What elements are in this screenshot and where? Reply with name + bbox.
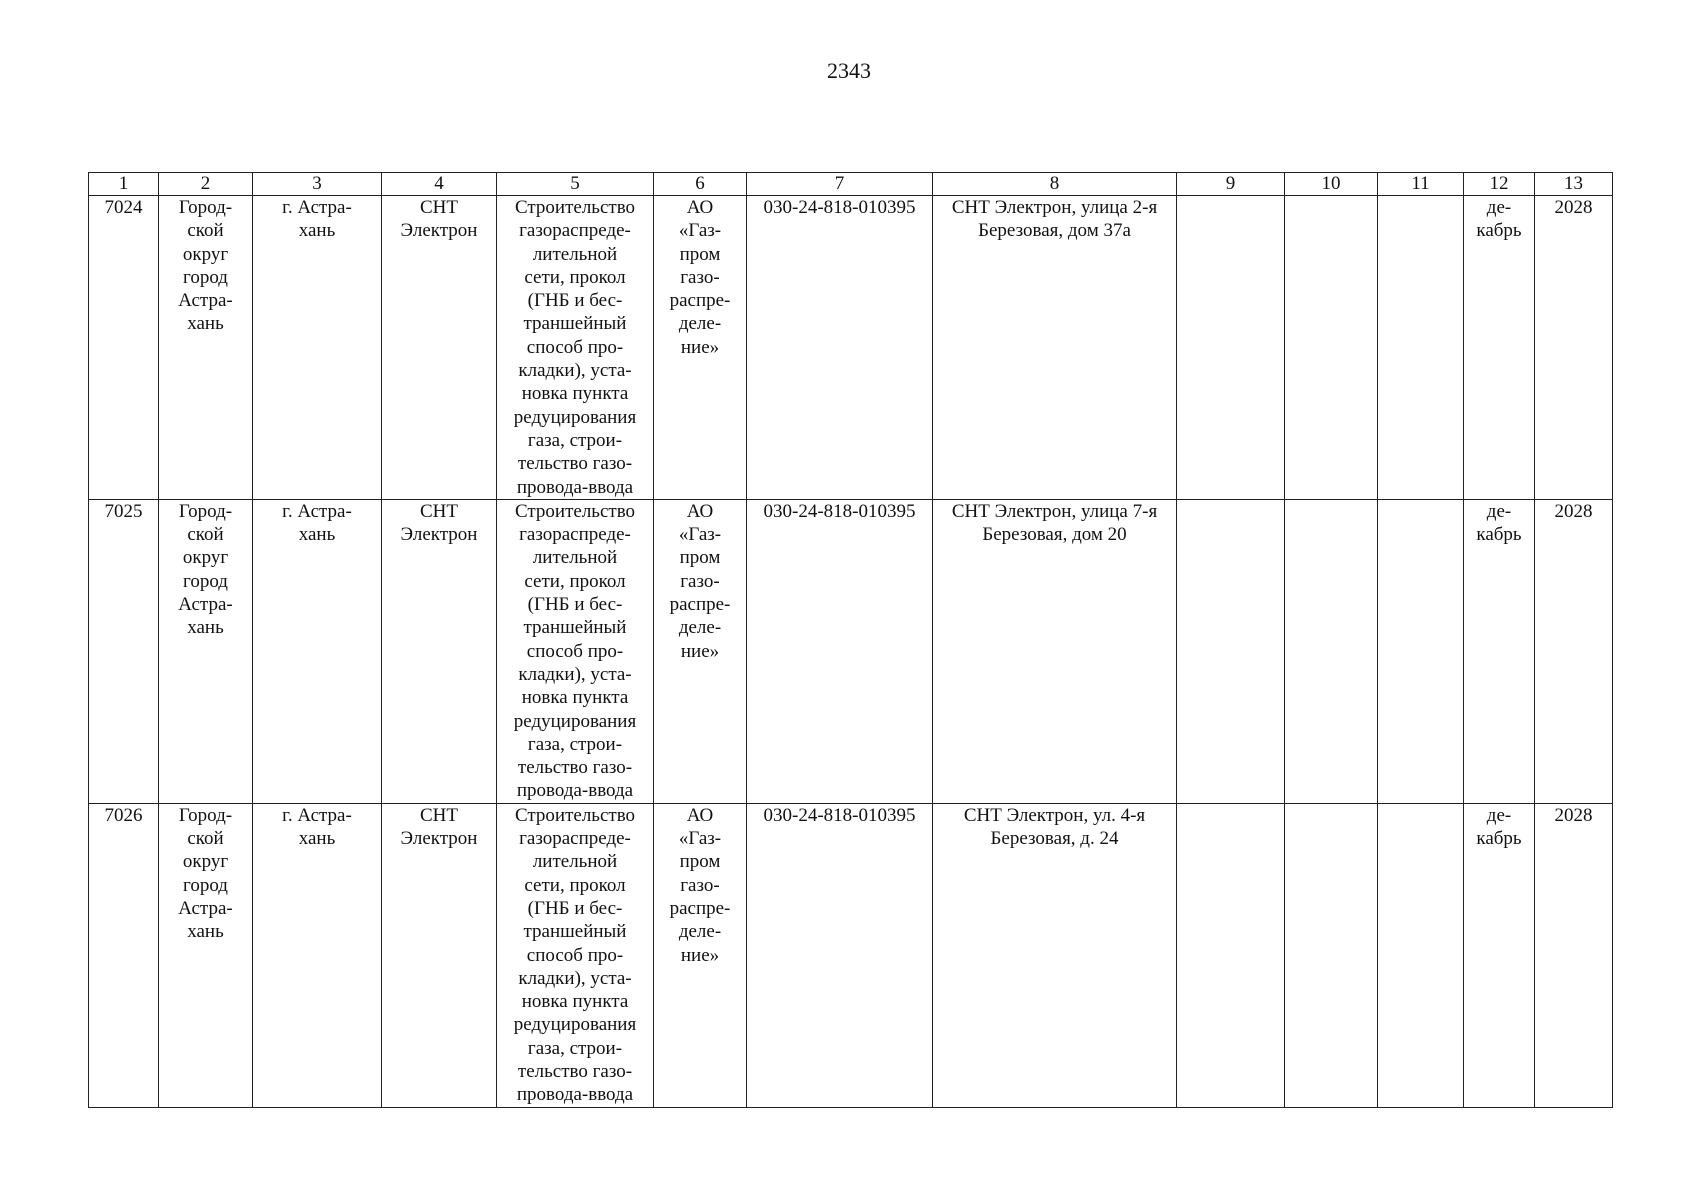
record-number-cell: 7025 (89, 499, 159, 803)
table-row (89, 499, 1613, 803)
column-header: 7 (747, 173, 933, 196)
organization-cell: АО «Газ- пром газо- распре- деле- ние» (654, 196, 747, 500)
empty-cell (1177, 196, 1285, 500)
column-header: 10 (1285, 173, 1378, 196)
month-cell: де- кабрь (1464, 499, 1535, 803)
work-description-cell: Строительство газораспреде- лительной сети, прокол (ГНБ и бес- траншейный способ про- кладки), уста- новка пункта редуцирования газа, строи- тельство газо- провода-ввода (497, 803, 654, 1107)
table-row (89, 196, 1613, 500)
municipality-cell: Город- ской округ город Астра- хань (159, 499, 253, 803)
settlement-cell: г. Астра- хань (253, 803, 382, 1107)
table-row (89, 803, 1613, 1107)
column-header: 13 (1535, 173, 1613, 196)
table-body (89, 196, 1613, 1108)
column-header: 1 (89, 173, 159, 196)
empty-cell (1378, 803, 1464, 1107)
address-cell: СНТ Электрон, улица 2-я Березовая, дом 37а (933, 196, 1177, 500)
column-header: 6 (654, 173, 747, 196)
month-cell: де- кабрь (1464, 803, 1535, 1107)
data-table (88, 172, 1613, 1108)
municipality-cell: Город- ской округ город Астра- хань (159, 196, 253, 500)
object-cell: СНТ Электрон (382, 196, 497, 500)
column-header: 12 (1464, 173, 1535, 196)
empty-cell (1378, 196, 1464, 500)
header-row (89, 173, 1613, 196)
address-cell: СНТ Электрон, ул. 4-я Березовая, д. 24 (933, 803, 1177, 1107)
settlement-cell: г. Астра- хань (253, 196, 382, 500)
settlement-cell: г. Астра- хань (253, 499, 382, 803)
record-number-cell: 7026 (89, 803, 159, 1107)
work-description-cell: Строительство газораспреде- лительной сети, прокол (ГНБ и бес- траншейный способ про- кладки), уста- новка пункта редуцирования газа, строи- тельство газо- провода-ввода (497, 499, 654, 803)
table-header (89, 173, 1613, 196)
column-header: 9 (1177, 173, 1285, 196)
month-cell: де- кабрь (1464, 196, 1535, 500)
empty-cell (1285, 499, 1378, 803)
column-header: 5 (497, 173, 654, 196)
record-number-cell: 7024 (89, 196, 159, 500)
empty-cell (1177, 803, 1285, 1107)
object-cell: СНТ Электрон (382, 499, 497, 803)
municipality-cell: Город- ской округ город Астра- хань (159, 803, 253, 1107)
work-description-cell: Строительство газораспреде- лительной сети, прокол (ГНБ и бес- траншейный способ про- кладки), уста- новка пункта редуцирования газа, строи- тельство газо- провода-ввода (497, 196, 654, 500)
empty-cell (1177, 499, 1285, 803)
column-header: 2 (159, 173, 253, 196)
organization-cell: АО «Газ- пром газо- распре- деле- ние» (654, 499, 747, 803)
organization-cell: АО «Газ- пром газо- распре- деле- ние» (654, 803, 747, 1107)
object-cell: СНТ Электрон (382, 803, 497, 1107)
column-header: 11 (1378, 173, 1464, 196)
year-cell: 2028 (1535, 196, 1613, 500)
address-cell: СНТ Электрон, улица 7-я Березовая, дом 20 (933, 499, 1177, 803)
code-cell: 030-24-818-010395 (747, 196, 933, 500)
empty-cell (1285, 196, 1378, 500)
column-header: 8 (933, 173, 1177, 196)
empty-cell (1285, 803, 1378, 1107)
year-cell: 2028 (1535, 803, 1613, 1107)
code-cell: 030-24-818-010395 (747, 803, 933, 1107)
page-number: 2343 (827, 58, 871, 83)
code-cell: 030-24-818-010395 (747, 499, 933, 803)
column-header: 3 (253, 173, 382, 196)
column-header: 4 (382, 173, 497, 196)
year-cell: 2028 (1535, 499, 1613, 803)
empty-cell (1378, 499, 1464, 803)
